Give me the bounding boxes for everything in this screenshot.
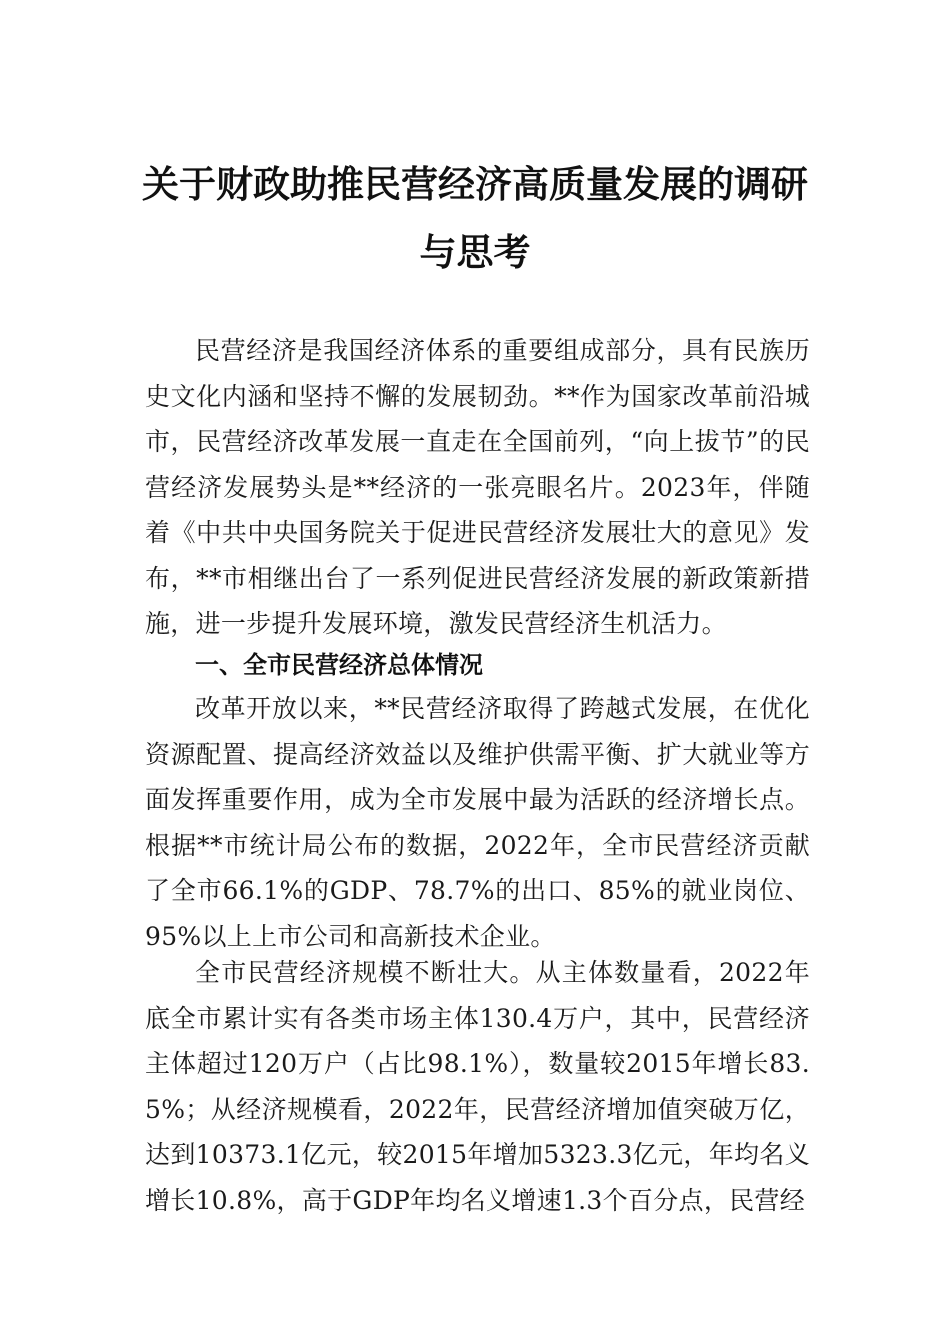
document-title-line-2: 与思考 (419, 230, 531, 274)
section-heading: 一、全市民营经济总体情况 (195, 651, 483, 679)
document-title-line-1: 关于财政助推民营经济高质量发展的调研 (142, 162, 808, 206)
paragraph-overview: 改革开放以来，**民营经济取得了跨越式发展，在优化资源配置、提高经济效益以及维护供需平衡、扩大就业等方面发挥重要作用，成为全市发展中最为活跃的经济增长点。根据**市统计局公布的数据，2022年，全市民营经济贡献了全市66.1%的GDP、78.7%的出口、85%的就业岗位、95%以上上市公司和高新技术企业。 (145, 694, 810, 951)
paragraph-scale: 全市民营经济规模不断壮大。从主体数量看，2022年底全市累计实有各类市场主体130.4万户，其中，民营经济主体超过120万户（占比98.1%），数量较2015年增长83.5%；从经济规模看，2022年，民营经济增加值突破万亿，达到10373.1亿元，较2015年增加5323.3亿元，年均名义增长10.8%，高于GDP年均名义增速1.3个百分点，民营经 (145, 958, 810, 1215)
paragraph-intro: 民营经济是我国经济体系的重要组成部分，具有民族历史文化内涵和坚持不懈的发展韧劲。**作为国家改革前沿城市，民营经济改革发展一直走在全国前列，“向上拔节”的民营经济发展势头是**经济的一张亮眼名片。2023年，伴随着《中共中央国务院关于促进民营经济发展壮大的意见》发布，**市相继出台了一系列促进民营经济发展的新政策新措施，进一步提升发展环境，激发民营经济生机活力。 (145, 336, 810, 638)
